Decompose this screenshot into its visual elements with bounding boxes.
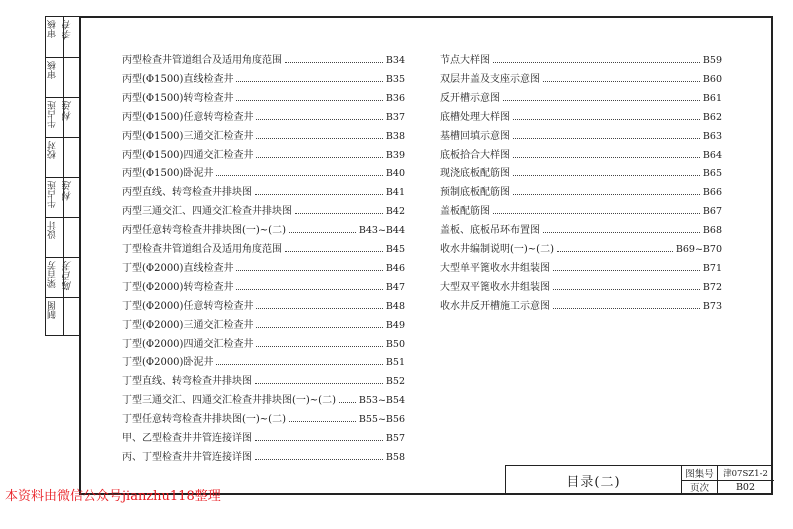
toc-entry-page: B52: [385, 376, 405, 388]
sidebar-role-label: 制图: [48, 301, 58, 319]
page-number-value: B02: [735, 481, 756, 493]
toc-entry-title: 丁型任意转弯检查井排块图(一)~(二): [122, 414, 286, 426]
toc-leader-dots: [513, 194, 700, 195]
toc-entry-page: B51: [385, 357, 405, 369]
toc-leader-dots: [236, 100, 382, 101]
toc-leader-dots: [256, 138, 382, 139]
toc-leader-dots: [285, 251, 383, 252]
toc-entry: [440, 203, 722, 217]
toc-entry-page: B61: [702, 92, 722, 104]
toc-entry-page: B37: [385, 111, 405, 123]
sidebar-signature: 林连: [63, 181, 74, 201]
toc-leader-dots: [543, 232, 700, 233]
toc-entry: [440, 184, 722, 198]
toc-entry-title: 丙型检查井管道组合及适用角度范围: [122, 55, 282, 66]
toc-leader-dots: [553, 270, 700, 271]
toc-leader-dots: [339, 402, 356, 403]
toc-entry-page: B42: [385, 206, 405, 218]
toc-leader-dots: [256, 119, 382, 120]
toc-entry-title: 丁型检查井管道组合及适用角度范围: [122, 244, 282, 255]
toc-entry-page: B43~B44: [358, 225, 405, 237]
toc-entry-page: B65: [702, 168, 722, 180]
toc-entry-title: 基槽回填示意图: [440, 130, 510, 142]
toc-entry-title: 现浇底板配筋图: [440, 168, 510, 180]
toc-entry: [122, 260, 405, 274]
toc-entry-page: B69~B70: [675, 244, 722, 255]
toc-entry: [440, 241, 722, 255]
toc-entry-page: B63: [702, 130, 722, 142]
toc-leader-dots: [256, 157, 382, 158]
toc-leader-dots: [236, 270, 382, 271]
toc-leader-dots: [553, 289, 700, 290]
toc-entry: [122, 165, 405, 179]
toc-leader-dots: [553, 308, 700, 309]
toc-entry-title: 丙型(Φ1500)三通交汇检查井: [122, 130, 254, 142]
toc-leader-dots: [216, 364, 382, 365]
toc-leader-dots: [513, 138, 700, 139]
sidebar-role-label: 审核: [48, 20, 58, 38]
toc-entry-page: B58: [385, 451, 405, 463]
toc-entry-title: 丙型任意转弯检查井排块图(一)~(二): [122, 225, 286, 237]
toc-entry-title: 节点大样图: [440, 55, 490, 66]
sidebar-role-label: 设计: [48, 221, 58, 239]
toc-leader-dots: [216, 175, 382, 176]
toc-entry-page: B71: [702, 262, 722, 274]
sidebar-role-label: 审核: [48, 61, 58, 79]
toc-leader-dots: [236, 81, 382, 82]
toc-entry: [122, 71, 405, 85]
toc-entry: [122, 241, 405, 255]
toc-entry-title: 丙型三通交汇、四通交汇检查井排块图: [122, 206, 292, 218]
toc-entry: [122, 317, 405, 331]
toc-entry: [440, 222, 722, 236]
sidebar-role-label: 牛占连: [48, 181, 58, 208]
page-number-label: 页次: [689, 483, 709, 494]
toc-entry: [440, 90, 722, 104]
toc-entry-title: 丙型(Φ1500)四通交汇检查井: [122, 149, 254, 161]
watermark-text: 本资料由微信公众号jianzhu118整理: [5, 489, 221, 504]
toc-entry: [440, 279, 722, 293]
toc-leader-dots: [295, 213, 383, 214]
toc-entry-page: B64: [702, 149, 722, 161]
toc-entry-title: 盖板配筋图: [440, 206, 490, 218]
toc-entry: [122, 109, 405, 123]
toc-entry: [122, 203, 405, 217]
sidebar-role-label: 校对: [48, 141, 58, 159]
toc-entry-title: 丙型(Φ1500)卧泥井: [122, 168, 214, 180]
toc-entry: [122, 336, 405, 350]
toc-entry-page: B36: [385, 92, 405, 104]
toc-entry: [122, 184, 405, 198]
toc-entry-page: B39: [385, 149, 405, 161]
toc-leader-dots: [256, 308, 382, 309]
toc-leader-dots: [513, 175, 700, 176]
toc-entry-title: 丁型(Φ2000)三通交汇检查井: [122, 319, 254, 331]
toc-leader-dots: [236, 289, 382, 290]
toc-entry: [440, 109, 722, 123]
toc-entry-page: B41: [385, 187, 405, 199]
toc-entry-page: B60: [702, 73, 722, 85]
toc-leader-dots: [255, 194, 383, 195]
toc-entry-title: 底板拾合大样图: [440, 149, 510, 161]
toc-entry-title: 底槽处理大样图: [440, 111, 510, 123]
atlas-number-label: 图集号: [685, 469, 714, 480]
toc-entry-title: 丁型(Φ2000)转弯检查井: [122, 281, 234, 293]
toc-entry-title: 预制底板配筋图: [440, 187, 510, 199]
toc-entry-title: 丁型(Φ2000)任意转弯检查井: [122, 300, 254, 312]
toc-entry: [440, 260, 722, 274]
toc-entry-title: 丙型直线、转弯检查井排块图: [122, 187, 252, 199]
toc-leader-dots: [289, 232, 356, 233]
toc-entry-title: 丙型(Φ1500)直线检查井: [122, 73, 234, 85]
toc-leader-dots: [255, 440, 383, 441]
toc-entry-page: B55~B56: [358, 414, 405, 426]
toc-entry-title: 反开槽示意图: [440, 92, 500, 104]
sidebar-row: [46, 57, 80, 97]
toc-leader-dots: [289, 421, 356, 422]
toc-entry-title: 收水井编制说明(一)~(二): [440, 244, 554, 255]
sidebar-role-label: 梁百芳: [48, 261, 58, 288]
toc-entry-title: 丙、丁型检查井井管连接详图: [122, 451, 252, 463]
sidebar-row: [46, 257, 80, 297]
toc-entry: [440, 128, 722, 142]
sidebar-row: [46, 297, 80, 337]
sidebar-row: [46, 97, 80, 137]
toc-entry-title: 丙型(Φ1500)转弯检查井: [122, 92, 234, 104]
toc-entry-page: B62: [702, 111, 722, 123]
toc-entry-page: B38: [385, 130, 405, 142]
toc-entry: [440, 71, 722, 85]
toc-entry-title: 甲、乙型检查井井管连接详图: [122, 433, 252, 444]
toc-entry-title: 丁型(Φ2000)卧泥井: [122, 357, 214, 369]
toc-leader-dots: [255, 459, 383, 460]
toc-entry-page: B66: [702, 187, 722, 199]
toc-entry-page: B34: [385, 55, 405, 66]
toc-entry: [122, 298, 405, 312]
toc-entry: [122, 147, 405, 161]
sidebar-signature: 林连: [63, 101, 74, 121]
toc-entry-page: B45: [385, 244, 405, 255]
toc-entry-page: B46: [385, 262, 405, 274]
toc-entry-page: B48: [385, 300, 405, 312]
toc-entry: [122, 449, 405, 463]
sidebar-signature: 陈百芳: [63, 261, 74, 291]
sidebar-row: [46, 137, 80, 177]
toc-leader-dots: [493, 213, 700, 214]
toc-entry: [440, 165, 722, 179]
toc-entry: [440, 52, 722, 66]
toc-leader-dots: [513, 119, 700, 120]
drawing-title: 目录(二): [506, 466, 682, 494]
toc-entry-title: 双层井盖及支座示意图: [440, 73, 540, 85]
toc-entry: [440, 147, 722, 161]
toc-leader-dots: [256, 346, 382, 347]
toc-entry-page: B40: [385, 168, 405, 180]
toc-entry-title: 盖板、底板吊环布置图: [440, 225, 540, 237]
sidebar-signature: 李有: [63, 20, 74, 40]
toc-entry-page: B72: [702, 281, 722, 293]
toc-entry: [122, 411, 405, 425]
toc-leader-dots: [513, 157, 700, 158]
toc-leader-dots: [256, 327, 382, 328]
signature-sidebar: [45, 16, 81, 336]
sidebar-role-label: 牛占连: [48, 101, 58, 128]
toc-entry: [122, 128, 405, 142]
toc-entry-title: 丙型(Φ1500)任意转弯检查井: [122, 111, 254, 123]
toc-entry-title: 丁型(Φ2000)直线检查井: [122, 262, 234, 274]
toc-entry-page: B47: [385, 281, 405, 293]
toc-entry-page: B59: [702, 55, 722, 66]
toc-entry: [122, 222, 405, 236]
toc-entry-title: 大型单平篦收水井组装图: [440, 262, 550, 274]
toc-entry: [122, 354, 405, 368]
toc-entry: [122, 373, 405, 387]
toc-entry-page: B49: [385, 319, 405, 331]
toc-entry-title: 丁型三通交汇、四通交汇检查井排块图(一)~(二): [122, 395, 336, 407]
title-block: [505, 465, 773, 495]
toc-entry: [440, 298, 722, 312]
toc-leader-dots: [255, 383, 383, 384]
toc-entry-title: 丁型(Φ2000)四通交汇检查井: [122, 338, 254, 350]
toc-entry-page: B68: [702, 225, 722, 237]
toc-entry-page: B53~B54: [358, 395, 405, 407]
toc-entry: [122, 52, 405, 66]
sidebar-row: [46, 17, 80, 57]
toc-leader-dots: [503, 100, 700, 101]
toc-entry-page: B50: [385, 338, 405, 350]
toc-entry-page: B57: [385, 433, 405, 444]
atlas-number-value: 津07SZ1-2: [723, 469, 768, 479]
toc-entry-page: B73: [702, 300, 722, 312]
toc-entry: [122, 90, 405, 104]
toc-entry-title: 收水井反开槽施工示意图: [440, 300, 550, 312]
toc-entry: [122, 392, 405, 406]
toc-leader-dots: [493, 62, 700, 63]
toc-entry: [122, 279, 405, 293]
toc-entry-title: 丁型直线、转弯检查井排块图: [122, 376, 252, 388]
toc-leader-dots: [543, 81, 700, 82]
toc-entry-page: B67: [702, 206, 722, 218]
toc-entry-title: 大型双平篦收水井组装图: [440, 281, 550, 293]
sidebar-row: [46, 217, 80, 257]
toc-leader-dots: [557, 251, 673, 252]
sidebar-row: [46, 177, 80, 217]
toc-entry-page: B35: [385, 73, 405, 85]
toc-leader-dots: [285, 62, 383, 63]
toc-entry: [122, 430, 405, 444]
